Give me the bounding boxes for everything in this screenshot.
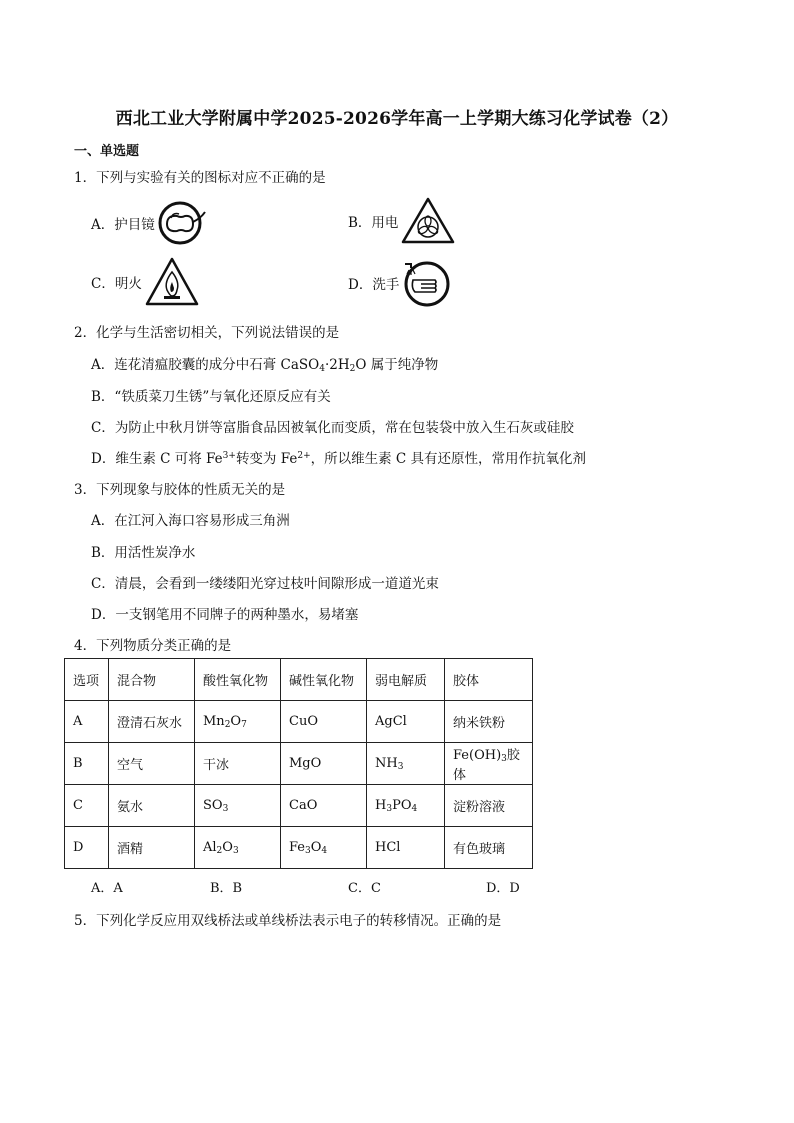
table-row xyxy=(65,827,533,869)
classification-table xyxy=(64,658,533,869)
q2-d-sup-1: 3+ xyxy=(222,451,236,461)
question-2-stem: 2．化学与生活密切相关，下列说法错误的是 xyxy=(74,325,340,341)
handwash-icon xyxy=(401,258,451,308)
q2-d-sup-2: 2+ xyxy=(297,451,311,461)
table-cell: A xyxy=(65,701,109,743)
flame-warning-icon xyxy=(144,256,200,308)
table-cell: 氨水 xyxy=(109,785,195,827)
table-cell: 空气 xyxy=(109,743,195,785)
q1-option-a-label: A．护目镜 xyxy=(91,217,155,233)
table-header-row xyxy=(65,659,533,701)
q1-option-b[interactable] xyxy=(348,196,456,246)
q2-d-text-3: ，所以维生素 C 具有还原性，常用作抗氧化剂 xyxy=(310,451,587,467)
table-cell: 酒精 xyxy=(109,827,195,869)
q1-option-c-label: C．明火 xyxy=(91,276,142,292)
q3-option-a[interactable]: A．在江河入海口容易形成三角洲 xyxy=(91,513,290,529)
question-5-stem: 5．下列化学反应用双线桥法或单线桥法表示电子的转移情况。正确的是 xyxy=(74,913,502,929)
q2-option-d[interactable] xyxy=(91,447,586,467)
table-cell: AgCl xyxy=(367,701,445,743)
question-4-stem: 4．下列物质分类正确的是 xyxy=(74,638,232,654)
q1-option-a[interactable] xyxy=(91,200,207,246)
table-header-cell: 胶体 xyxy=(445,659,533,701)
question-1-stem: 1．下列与实验有关的图标对应不正确的是 xyxy=(74,170,326,186)
table-cell: $Mn_2O_7$ xyxy=(195,701,281,743)
q4-answer-a[interactable]: A．A xyxy=(91,881,123,896)
table-row xyxy=(65,785,533,827)
table-cell: 澄清石灰水 xyxy=(109,701,195,743)
table-cell: $Fe_3O_4$ xyxy=(281,827,367,869)
q2-a-sub-2: 2 xyxy=(349,364,356,374)
table-cell: 纳米铁粉 xyxy=(445,701,533,743)
table-cell: B xyxy=(65,743,109,785)
table-cell: 淀粉溶液 xyxy=(445,785,533,827)
table-header-cell: 弱电解质 xyxy=(367,659,445,701)
table-cell: C xyxy=(65,785,109,827)
table-cell: $Fe(OH)_3$胶体 xyxy=(445,743,533,785)
q2-a-text-3: O 属于纯净物 xyxy=(355,357,439,373)
table-cell: CuO xyxy=(281,701,367,743)
table-row xyxy=(65,743,533,785)
q3-option-b[interactable]: B．用活性炭净水 xyxy=(91,545,196,561)
q4-answer-b[interactable]: B．B xyxy=(210,881,243,896)
table-cell: 干冰 xyxy=(195,743,281,785)
section-heading: 一、单选题 xyxy=(74,144,140,159)
q2-d-text-1: D．维生素 C 可将 Fe xyxy=(91,451,223,467)
table-cell: $SO_3$ xyxy=(195,785,281,827)
q4-answer-d[interactable]: D．D xyxy=(486,881,520,896)
table-header-cell: 混合物 xyxy=(109,659,195,701)
table-row xyxy=(65,701,533,743)
q1-option-b-label: B．用电 xyxy=(348,215,399,231)
q1-option-d-label: D．洗手 xyxy=(348,277,400,293)
table-cell: $NH_3$ xyxy=(367,743,445,785)
q2-a-text-1: A．连花清瘟胶囊的成分中石膏 CaSO xyxy=(91,357,320,373)
table-header-cell: 酸性氧化物 xyxy=(195,659,281,701)
goggles-icon xyxy=(157,200,207,246)
q2-d-text-2: 转变为 Fe xyxy=(235,451,298,467)
question-3-stem: 3．下列现象与胶体的性质无关的是 xyxy=(74,482,286,498)
table-header-cell: 碱性氧化物 xyxy=(281,659,367,701)
table-cell: $H_3PO_4$ xyxy=(367,785,445,827)
table-header-cell: 选项 xyxy=(65,659,109,701)
q3-option-c[interactable]: C．清晨，会看到一缕缕阳光穿过枝叶间隙形成一道道光束 xyxy=(91,576,439,592)
q2-a-text-2: ·2H xyxy=(324,357,350,373)
q2-a-sub-1: 4 xyxy=(319,364,325,374)
table-cell: $Al_2O_3$ xyxy=(195,827,281,869)
q2-option-c[interactable]: C．为防止中秋月饼等富脂食品因被氧化而变质，常在包装袋中放入生石灰或硅胶 xyxy=(91,420,574,436)
q4-answer-c[interactable]: C．C xyxy=(348,881,381,896)
q2-option-b[interactable]: B．“铁质菜刀生锈”与氧化还原反应有关 xyxy=(91,389,331,405)
q1-option-d[interactable] xyxy=(348,258,451,308)
table-cell: 有色玻璃 xyxy=(445,827,533,869)
q3-option-d[interactable]: D．一支钢笔用不同牌子的两种墨水，易堵塞 xyxy=(91,607,359,623)
q1-option-c[interactable] xyxy=(91,256,200,308)
page-title: 西北工业大学附属中学2025-2026学年高一上学期大练习化学试卷（2） xyxy=(115,109,679,129)
table-cell: CaO xyxy=(281,785,367,827)
table-cell: D xyxy=(65,827,109,869)
fan-warning-icon xyxy=(400,196,456,246)
table-cell: MgO xyxy=(281,743,367,785)
q2-option-a[interactable] xyxy=(91,353,438,374)
table-cell: HCl xyxy=(367,827,445,869)
